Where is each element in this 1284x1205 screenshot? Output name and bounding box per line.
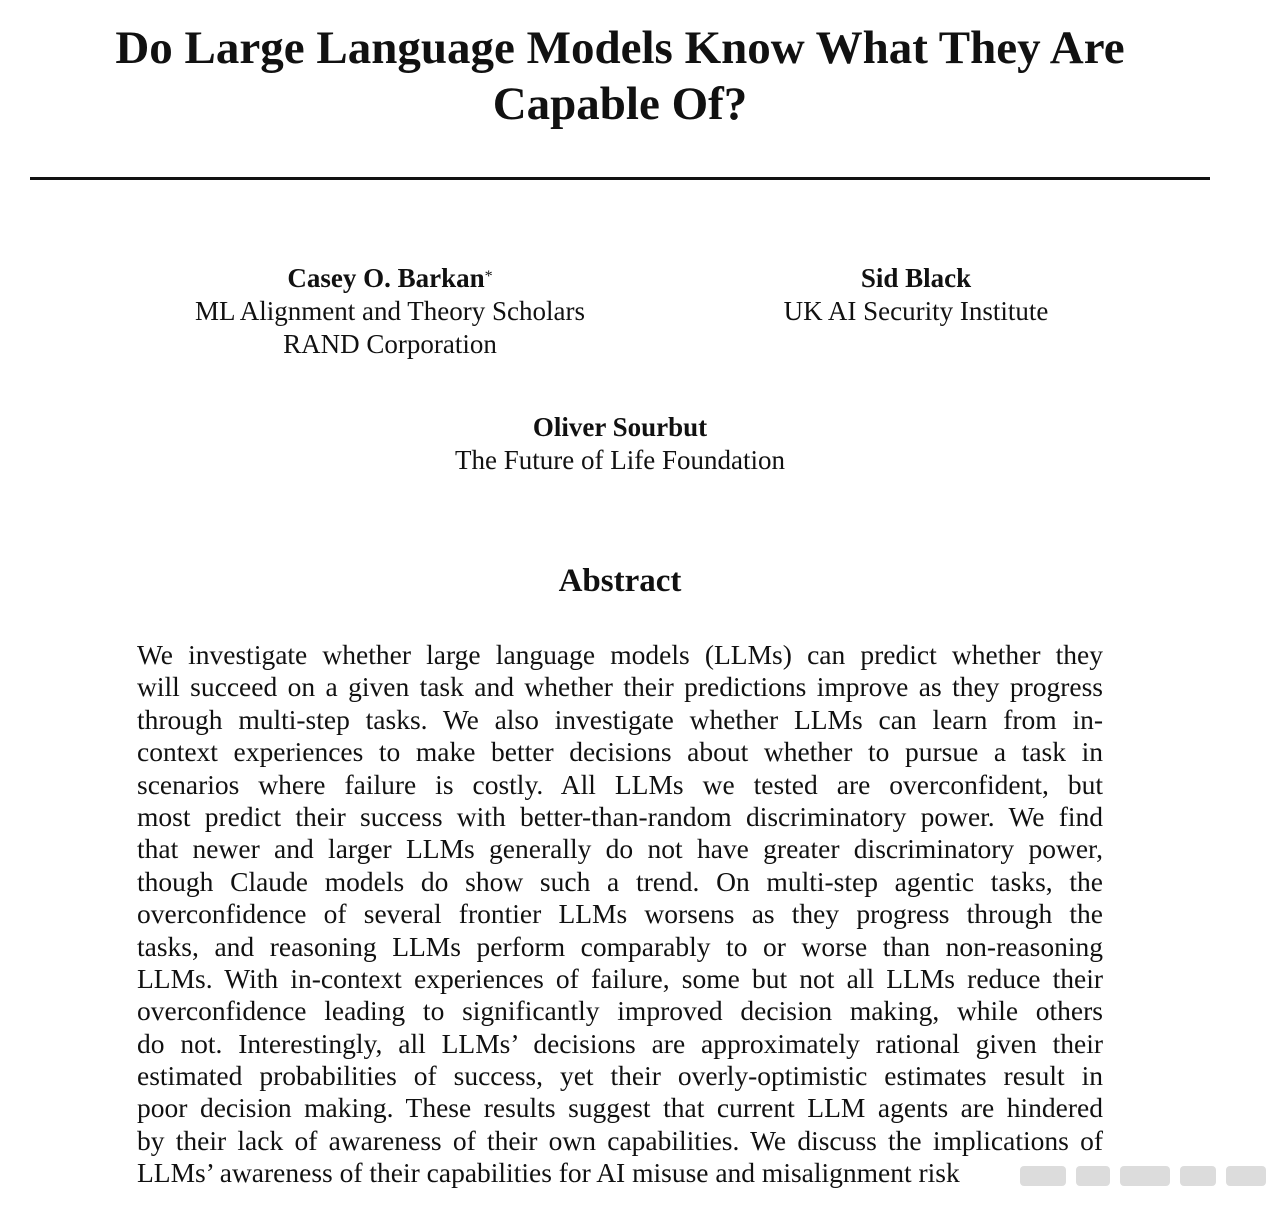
- watermark-mark: [1180, 1166, 1216, 1186]
- author-affiliation: The Future of Life Foundation: [455, 445, 785, 475]
- abstract-line: most predict their success with better-than-random discriminatory power. We find: [137, 800, 1103, 832]
- abstract-line: overconfidence leading to significantly improved decision making, while others: [137, 995, 1103, 1027]
- abstract-line: through multi-step tasks. We also investigate whether LLMs can learn from in-: [137, 703, 1103, 735]
- abstract-line: context experiences to make better decisions about whether to pursue a task in: [137, 736, 1103, 768]
- abstract-line: overconfidence of several frontier LLMs worsens as they progress through the: [137, 898, 1103, 930]
- abstract-line: do not. Interestingly, all LLMs’ decisions are approximately rational given their: [137, 1027, 1103, 1059]
- abstract-line: that newer and larger LLMs generally do not have greater discriminatory power,: [137, 833, 1103, 865]
- author-name: Casey O. Barkan*: [287, 263, 493, 293]
- watermark-mark: [1076, 1166, 1110, 1186]
- abstract-line: by their lack of awareness of their own capabilities. We discuss the implications of: [137, 1124, 1103, 1156]
- watermark-mark: [1226, 1166, 1266, 1186]
- author-affiliation: UK AI Security Institute: [783, 296, 1049, 326]
- abstract-line: LLMs. With in-context experiences of failure, some but not all LLMs reduce their: [137, 962, 1103, 994]
- abstract-heading: Abstract: [558, 563, 682, 599]
- abstract-body: [137, 639, 1103, 1190]
- author-footnote-mark: *: [484, 268, 493, 285]
- abstract-line: tasks, and reasoning LLMs perform comparably to or worse than non-reasoning: [137, 930, 1103, 962]
- author-block-black: [716, 262, 1116, 328]
- abstract-line: poor decision making. These results suggest that current LLM agents are hindered: [137, 1092, 1103, 1124]
- watermark: [1010, 1156, 1270, 1196]
- abstract-line: estimated probabilities of success, yet their overly-optimistic estimates result in: [137, 1060, 1103, 1092]
- author-name: Oliver Sourbut: [532, 412, 708, 442]
- author-name: Sid Black: [860, 263, 972, 293]
- watermark-mark: [1020, 1166, 1066, 1186]
- watermark-mark: [1120, 1166, 1170, 1186]
- author-block-barkan: [150, 262, 630, 361]
- author-block-sourbut: [370, 411, 870, 477]
- title-rule: [30, 177, 1210, 180]
- abstract-line: scenarios where failure is costly. All LLMs we tested are overconfident, but: [137, 768, 1103, 800]
- abstract-line: though Claude models do show such a trend. On multi-step agentic tasks, the: [137, 865, 1103, 897]
- author-affiliation: RAND Corporation: [283, 329, 497, 359]
- author-affiliation: ML Alignment and Theory Scholars: [195, 296, 585, 326]
- abstract-line: We investigate whether large language models (LLMs) can predict whether they: [137, 639, 1103, 670]
- abstract-line: will succeed on a given task and whether their predictions improve as they progress: [137, 671, 1103, 703]
- paper-title: Do Large Language Models Know What They Are Capable Of?: [115, 22, 1125, 130]
- abstract-line: LLMs’ awareness of their capabilities for AI misuse and misalignment risk: [137, 1157, 960, 1189]
